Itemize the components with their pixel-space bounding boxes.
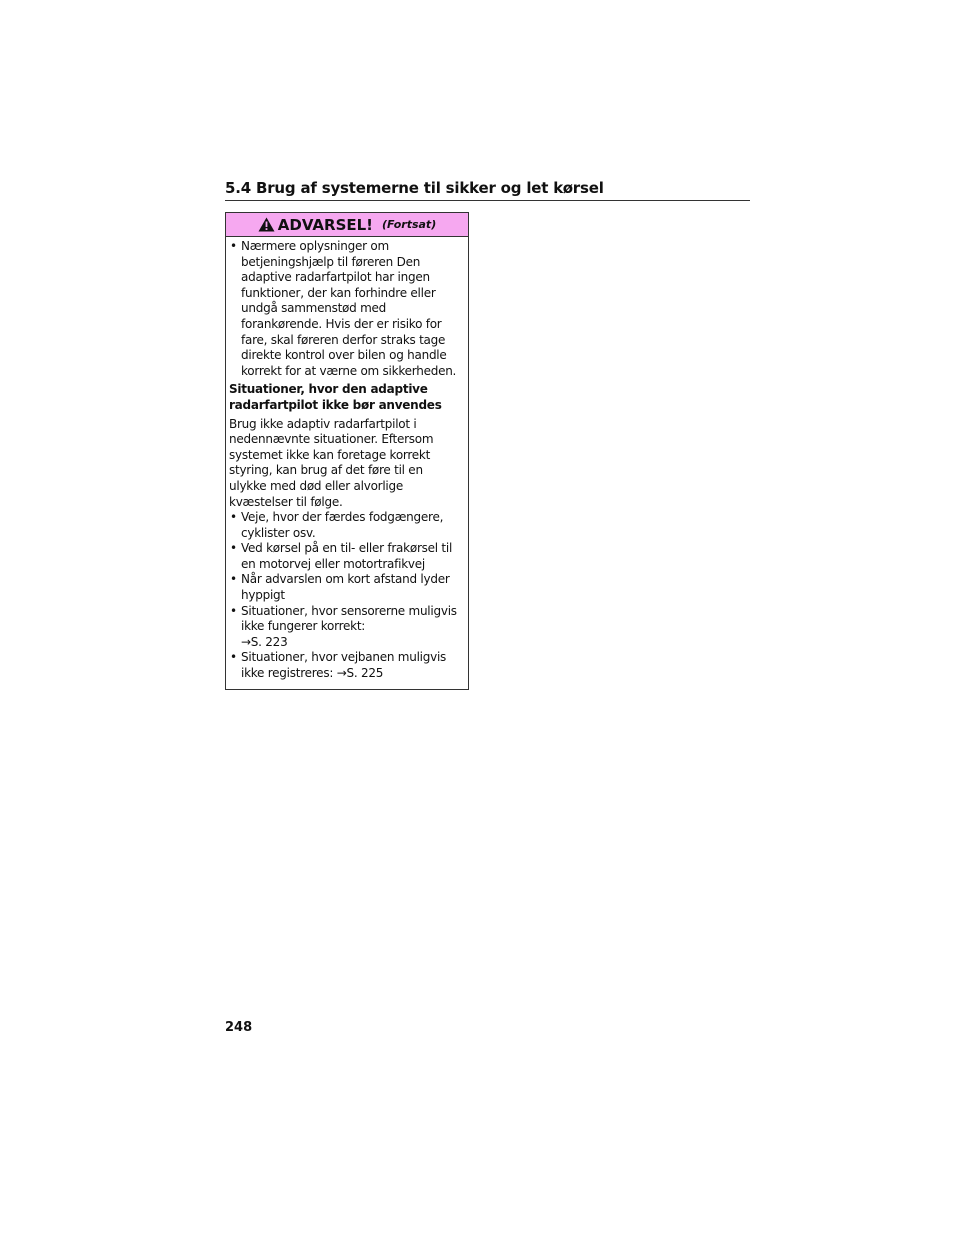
page-reference-link[interactable]: →S. 223 (241, 634, 288, 649)
list-item-text (241, 650, 462, 681)
list-item-text-main: Situationer, hvor sensorerne muligvis ikke fungerer korrekt: (241, 603, 457, 634)
list-item (229, 541, 462, 572)
bullet-dot: • (230, 603, 237, 618)
bullet-dot: • (230, 650, 237, 665)
section-title: 5.4 Brug af systemerne til sikker og let kørsel (225, 179, 604, 197)
subheading: Situationer, hvor den adaptive radarfartpilot ikke bør anvendes (229, 382, 442, 412)
list-item-text: Når advarslen om kort afstand lyder hyppigt (241, 572, 450, 603)
list-item (229, 604, 462, 651)
page-reference-link[interactable]: →S. 225 (336, 666, 384, 681)
intro-bullet (229, 239, 462, 379)
intro-bullet-text: Nærmere oplysninger om betjeningshjælp til føreren Den adaptive radarfartpilot har ingen funktioner, der kan forhindre eller undgå sammenstød med forankørende. Hvis der er risiko for fare, skal føreren derfor straks tage direkte kontrol over bilen og handle korrekt for at værne om sikkerheden. (241, 239, 457, 378)
warning-box (225, 212, 469, 690)
bullet-dot: • (230, 572, 237, 587)
list-item-text-main: Situationer, hvor vejbanen muligvis ikke registreres: (241, 650, 447, 681)
warning-header (226, 213, 468, 237)
list-item (229, 572, 462, 603)
list-item-text: Veje, hvor der færdes fodgængere, cyklister osv. (241, 510, 444, 540)
bullet-dot: • (230, 510, 237, 525)
list-item (229, 510, 462, 541)
warning-paragraph: Brug ikke adaptiv radarfartpilot i nedennævnte situationer. Eftersom systemet ikke kan foretage korrekt styring, kan brug af det føre til en ulykke med død eller alvorlige kvæstelser til følge. (229, 416, 434, 509)
warning-triangle-icon (258, 217, 275, 232)
list-item-text: Ved kørsel på en til- eller frakørsel til en motorvej eller motortrafikvej (241, 541, 453, 571)
warning-body (226, 237, 468, 682)
bullet-dot: • (230, 541, 237, 556)
page-number: 248 (225, 1020, 253, 1035)
list-item-text (241, 604, 462, 651)
warning-continued: (Fortsat) (382, 217, 437, 231)
section-header (225, 178, 750, 201)
bullet-dot: • (230, 239, 237, 253)
warning-title: ADVARSEL! (277, 215, 374, 234)
list-item (229, 650, 462, 681)
